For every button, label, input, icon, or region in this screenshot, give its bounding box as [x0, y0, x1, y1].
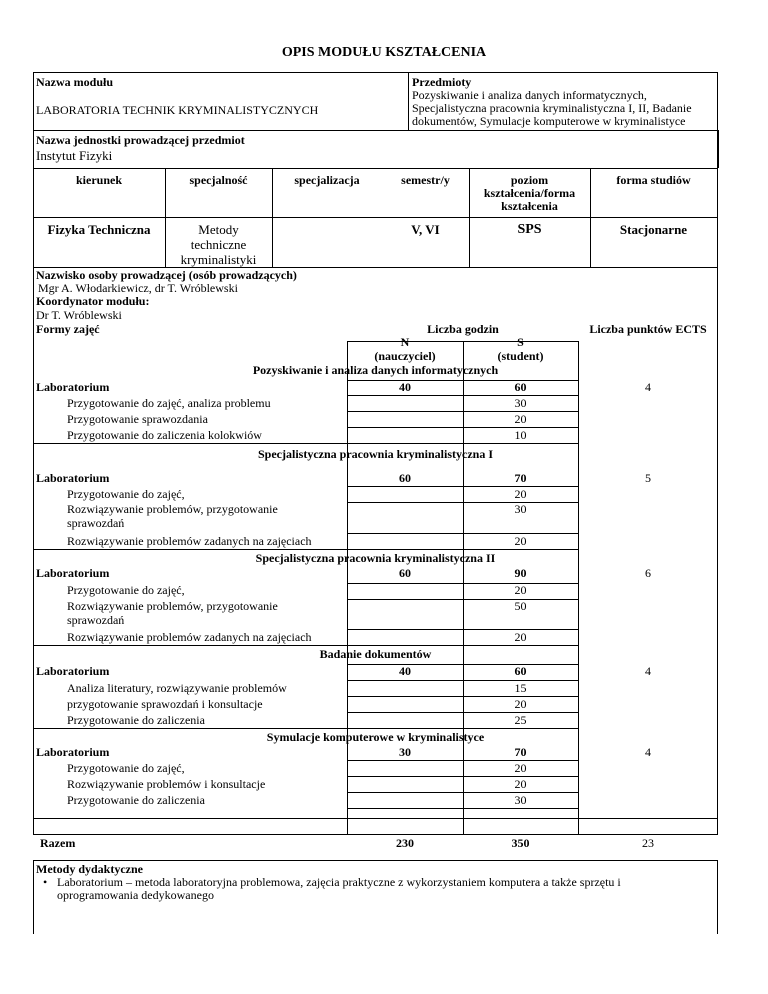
specjalnosc-value: kryminalistyki: [180, 252, 257, 267]
s-hours: 60: [514, 664, 527, 678]
item-label-cont: sprawozdań: [67, 516, 125, 530]
item-label: Przygotowanie do zajęć,: [67, 761, 185, 775]
item-label: Przygotowanie do zaliczenia kolokwiów: [67, 428, 262, 442]
kierunek-value: Fizyka Techniczna: [47, 222, 151, 237]
n-hours: 30: [399, 745, 411, 759]
hours-label: Liczba godzin: [427, 322, 499, 336]
item-label: Przygotowanie do zajęć,: [67, 583, 185, 597]
n-hours: 40: [399, 664, 411, 678]
item-hours: 15: [514, 681, 527, 695]
unit-name: Instytut Fizyki: [36, 148, 113, 163]
specjalizacja-label: specjalizacja: [294, 173, 360, 187]
ects-value: 4: [645, 664, 651, 678]
section-title: Specjalistyczna pracownia kryminalistyczna I: [258, 447, 493, 461]
item-label: Przygotowanie do zaliczenia: [67, 793, 205, 807]
total-s: 350: [511, 836, 530, 850]
coordinator: Dr T. Wróblewski: [36, 308, 122, 322]
item-hours: 20: [514, 583, 527, 597]
item-label-cont: sprawozdań: [67, 613, 125, 627]
form-label: Laboratorium: [36, 664, 110, 678]
coordinator-label: Koordynator modułu:: [36, 294, 150, 308]
item-label: Rozwiązywanie problemów zadanych na zajęciach: [67, 534, 312, 548]
item-hours: 10: [514, 428, 527, 442]
item-hours: 20: [514, 761, 527, 775]
item-hours: 20: [514, 412, 527, 426]
s-column-sub: (student): [497, 349, 544, 363]
bullet-icon: •: [43, 875, 48, 889]
section-title: Specjalistyczna pracownia kryminalistyczna II: [255, 551, 496, 565]
form-label: Laboratorium: [36, 745, 110, 759]
s-hours: 90: [514, 566, 527, 580]
item-hours: 30: [514, 502, 527, 516]
methods-item: Laboratorium – metoda laboratoryjna problemowa, zajęcia praktyczne z wykorzystaniem komputera a także sprzętu i: [57, 875, 621, 889]
semestr-value: V, VI: [411, 222, 440, 237]
teachers: Mgr A. Włodarkiewicz, dr T. Wróblewski: [38, 281, 238, 295]
kierunek-label: kierunek: [75, 173, 122, 187]
total-n: 230: [396, 836, 414, 850]
ects-label: Liczba punktów ECTS: [589, 322, 707, 336]
poziom-label: kształcenia: [501, 199, 558, 213]
form-label: Laboratorium: [36, 566, 110, 580]
section-title: Pozyskiwanie i analiza danych informatycznych: [252, 363, 499, 377]
item-label: Rozwiązywanie problemów, przygotowanie: [67, 502, 278, 516]
specjalnosc-value: techniczne: [190, 237, 247, 252]
form-label: Laboratorium: [36, 380, 110, 394]
page-title: OPIS MODUŁU KSZTAŁCENIA: [281, 45, 487, 60]
n-hours: 60: [399, 471, 411, 485]
item-hours: 20: [514, 534, 527, 548]
forms-label: Formy zajęć: [36, 322, 100, 336]
n-column-sub: (nauczyciel): [374, 349, 436, 363]
subjects-line: dokumentów, Symulacje komputerowe w kryminalistyce: [412, 114, 686, 128]
semestr-label: semestr/y: [401, 173, 450, 187]
module-name-label: Nazwa modułu: [36, 75, 114, 89]
poziom-value: SPS: [517, 222, 542, 237]
subjects-line: Specjalistyczna pracownia kryminalistyczna I, II, Badanie: [412, 101, 692, 115]
item-hours: 25: [514, 713, 527, 727]
subjects-label: Przedmioty: [412, 75, 472, 89]
item-hours: 30: [514, 793, 527, 807]
item-hours: 50: [514, 599, 527, 613]
s-column-label: S: [517, 335, 524, 349]
item-label: Przygotowanie do zajęć,: [67, 487, 185, 501]
n-column-label: N: [400, 335, 410, 349]
item-hours: 20: [514, 697, 527, 711]
item-label: Rozwiązywanie problemów i konsultacje: [67, 777, 266, 791]
item-hours: 20: [514, 630, 527, 644]
forma-value: Stacjonarne: [619, 222, 688, 237]
total-ects: 23: [642, 836, 654, 850]
s-hours: 60: [514, 380, 527, 394]
ects-value: 4: [645, 380, 651, 394]
specjalnosc-label: specjalność: [189, 173, 248, 187]
poziom-label: kształcenia/forma: [483, 186, 576, 200]
total-label: Razem: [40, 836, 76, 850]
methods-item-cont: oprogramowania dedykowanego: [57, 888, 214, 902]
unit-label: Nazwa jednostki prowadzącej przedmiot: [36, 133, 245, 147]
poziom-label: poziom: [510, 173, 549, 187]
subjects-line: Pozyskiwanie i analiza danych informatycznych,: [412, 88, 647, 102]
section-title: Badanie dokumentów: [319, 647, 432, 661]
item-hours: 20: [514, 777, 527, 791]
specjalnosc-value: Metody: [198, 222, 239, 237]
n-hours: 60: [399, 566, 411, 580]
ects-value: 6: [645, 566, 651, 580]
teachers-label: Nazwisko osoby prowadzącej (osób prowadzących): [36, 268, 297, 282]
forma-label: forma studiów: [616, 173, 691, 187]
section-title: Symulacje komputerowe w kryminalistyce: [266, 730, 485, 744]
item-hours: 20: [514, 487, 527, 501]
module-name: LABORATORIA TECHNIK KRYMINALISTYCZNYCH: [36, 103, 319, 117]
form-label: Laboratorium: [36, 471, 110, 485]
item-label: Rozwiązywanie problemów, przygotowanie: [67, 599, 278, 613]
item-label: przygotowanie sprawozdań i konsultacje: [67, 697, 263, 711]
n-hours: 40: [399, 380, 411, 394]
item-label: Przygotowanie sprawozdania: [67, 412, 208, 426]
ects-value: 4: [645, 745, 651, 759]
s-hours: 70: [514, 471, 527, 485]
s-hours: 70: [514, 745, 527, 759]
item-label: Przygotowanie do zajęć, analiza problemu: [67, 396, 271, 410]
item-label: Przygotowanie do zaliczenia: [67, 713, 205, 727]
ects-value: 5: [645, 471, 651, 485]
item-hours: 30: [514, 396, 527, 410]
item-label: Rozwiązywanie problemów zadanych na zajęciach: [67, 630, 312, 644]
methods-label: Metody dydaktyczne: [36, 862, 143, 876]
item-label: Analiza literatury, rozwiązywanie problemów: [67, 681, 287, 695]
